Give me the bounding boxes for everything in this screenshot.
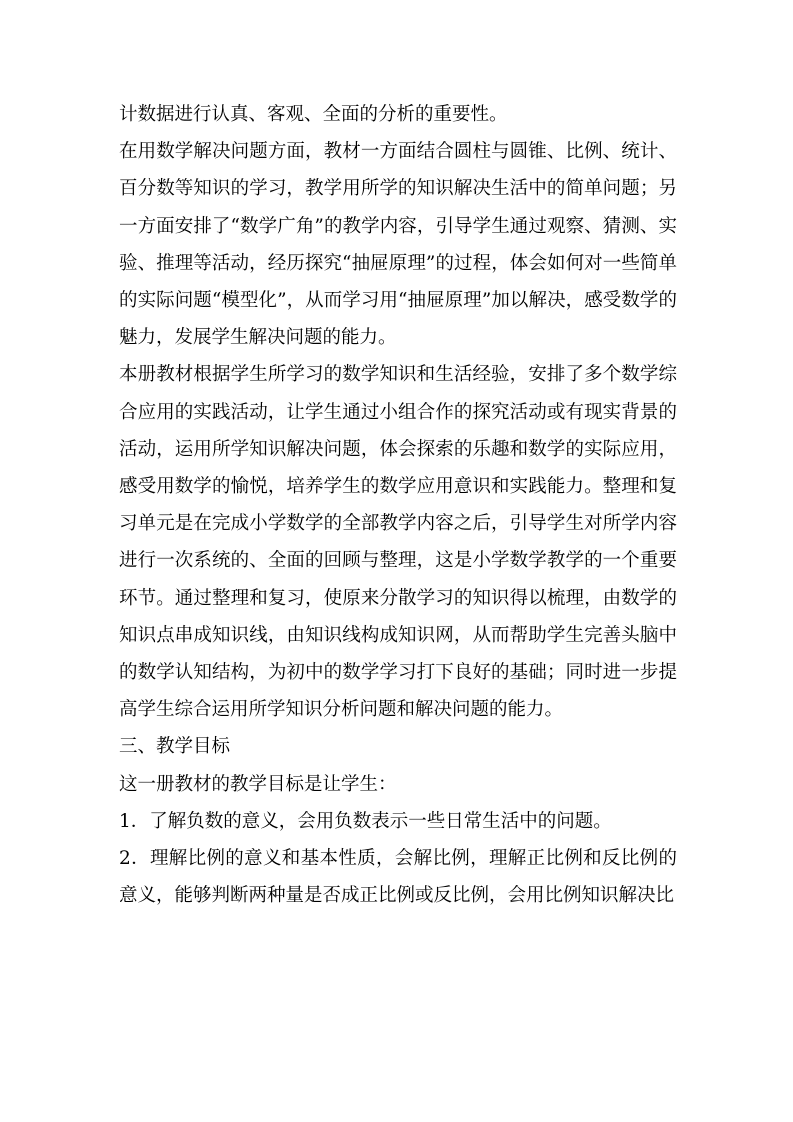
goal-item-2: 2．理解比例的意义和基本性质，会解比例，理解正比例和反比例的意义，能够判断两种量是否成正比例或反比例，会用比例知识解决比 xyxy=(119,848,677,907)
paragraph-goals-intro: 这一册教材的教学目标是让学生： xyxy=(119,773,397,795)
paragraph-practice-activities: 本册教材根据学生所学习的数学知识和生活经验，安排了多个数学综合应用的实践活动，让学生通过小组合作的探究活动或有现实背景的活动，运用所学知识解决问题，体会探索的乐趣和数学的实际应用，感受用数学的愉悦，培养学生的数学应用意识和实践能力。整理和复习单元是在完成小学数学的全部教学内容之后，引导学生对所学内容进行一次系统的、全面的回顾与整理，这是小学数学教学的一个重要环节。通过整理和复习，使原来分散学习的知识得以梳理，由数学的知识点串成知识线，由知识线构成知识网，从而帮助学生完善头脑中的数学认知结构，为初中的数学学习打下良好的基础；同时进一步提高学生综合运用所学知识分析问题和解决问题的能力。 xyxy=(119,364,677,721)
document-body xyxy=(119,96,677,914)
paragraph-continuation: 计数据进行认真、客观、全面的分析的重要性。 xyxy=(119,104,508,125)
goal-item-1: 1．了解负数的意义，会用负数表示一些日常生活中的问题。 xyxy=(119,810,612,832)
section-heading-teaching-goals: 三、教学目标 xyxy=(119,736,231,758)
paragraph-problem-solving: 在用数学解决问题方面，教材一方面结合圆柱与圆锥、比例、统计、百分数等知识的学习，教学用所学的知识解决生活中的简单问题；另一方面安排了“数学广角”的教学内容，引导学生通过观察、猜测、实验、推理等活动，经历探究“抽屉原理”的过程，体会如何对一些简单的实际问题“模型化”，从而学习用“抽屉原理”加以解决，感受数学的魅力，发展学生解决问题的能力。 xyxy=(119,141,677,349)
